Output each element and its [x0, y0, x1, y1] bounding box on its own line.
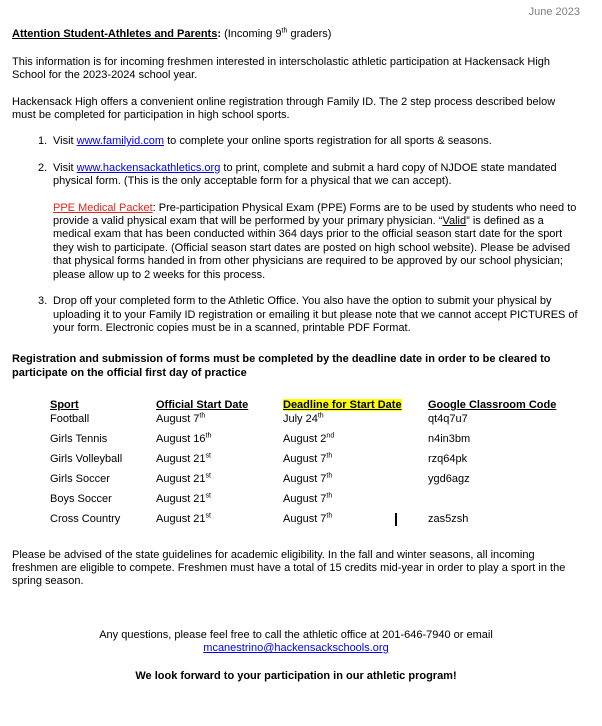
step-3-number: 3. [38, 295, 48, 308]
cell-classroom-code: zas5zsh [428, 513, 469, 526]
title-rest: (Incoming 9 [221, 28, 282, 41]
cell-sport: Cross Country [50, 513, 121, 526]
contact-line: Any questions, please feel free to call the athletic office at 201-646-7940 or email [99, 628, 493, 641]
cell-deadline: August 7th [283, 452, 333, 466]
title-rest-post: graders) [287, 28, 332, 41]
step-1-number: 1. [38, 135, 48, 148]
cell-sport: Boys Soccer [50, 493, 112, 506]
cell-deadline: August 7th [283, 492, 333, 506]
ppe-label: PPE Medical Packet [53, 201, 153, 214]
step-3-text: Drop off your completed form to the Athletic Office. You also have the option to submit your physical by uploading it to your Family ID registration or emailing it but please note that we cannot accept PICTURES of your form. Electronic copies must be in a scanned, printable PDF Format. [53, 295, 578, 334]
intro-paragraph-1: This information is for incoming freshmen interested in interscholastic athletic participation at Hackensack High School for the 2023-2024 school year. [12, 55, 551, 82]
cell-sport: Girls Tennis [50, 433, 108, 446]
header-sport: Sport [50, 399, 79, 412]
ppe-text-1: Pre-participation Physical Exam (PPE) Forms are to be used by students who need to provide a valid physical exam that will be performed by your primary physician. “ [53, 201, 577, 228]
cell-start-date: August 21st [156, 472, 211, 486]
registration-deadline-notice: Registration and submission of forms must be completed by the deadline date in order to be cleared to participate on the official first day of practice [12, 353, 551, 379]
header-google-classroom-code: Google Classroom Code [428, 399, 557, 412]
title-superscript: th [281, 27, 288, 35]
cell-classroom-code: qt4q7u7 [428, 413, 468, 426]
cell-start-date: August 16th [156, 432, 212, 446]
step-2-post: to print, complete and submit a hard copy of NJDOE state mandated physical form. (This is the only acceptable form for a physical that we can accept). [53, 161, 557, 188]
cell-sport: Girls Volleyball [50, 453, 123, 466]
step-item-2 [38, 162, 580, 189]
email-link[interactable]: mcanestrino@hackensackschools.org [203, 642, 389, 655]
hackensack-athletics-link[interactable]: www.hackensackathletics.org [76, 161, 221, 174]
step-item-1 [38, 135, 580, 148]
closing-statement: We look forward to your participation in our athletic program! [135, 669, 457, 682]
cell-deadline: July 24th [283, 412, 324, 426]
cell-start-date: August 7th [156, 412, 206, 426]
step-1-text [53, 135, 580, 148]
ppe-text-2: ” is defined as a medical exam that has been conducted within 364 days prior to the official season start date for the sport they wish to participate. (Official season start dates are posted on high school website). Please be advised that physical forms handed in from other physicians are required to be approved by our school physician; please allow up to 2 weeks for this process. [53, 215, 571, 281]
cell-start-date: August 21st [156, 452, 211, 466]
table-row [50, 513, 580, 526]
cell-start-date: August 21st [156, 492, 211, 506]
cell-classroom-code: n4in3bm [428, 433, 471, 446]
table-row [50, 493, 580, 506]
ppe-valid-term: Valid [442, 215, 467, 228]
cell-sport: Girls Soccer [50, 473, 110, 486]
cell-deadline: August 7th [283, 472, 333, 486]
step-2-number: 2. [38, 161, 48, 174]
cell-sport: Football [50, 413, 90, 426]
table-row [50, 473, 580, 486]
text-cursor[interactable] [395, 513, 397, 526]
numbered-steps [38, 135, 580, 335]
cell-classroom-code: rzq64pk [428, 453, 468, 466]
table-row [50, 433, 580, 446]
step-2-text [53, 162, 580, 189]
header-official-start-date: Official Start Date [156, 399, 249, 412]
title-emphasis: Attention Student-Athletes and Parents [12, 28, 218, 41]
contact-email-line [12, 642, 580, 655]
table-row [50, 453, 580, 466]
page-title [12, 28, 580, 41]
table-header-row [50, 399, 580, 412]
intro-paragraph-2: Hackensack High offers a convenient online registration through Family ID. The 2 step process described below must be completed for participation in high school sports. [12, 95, 556, 122]
step-1-pre: Visit [53, 135, 77, 148]
ppe-medical-packet-paragraph [53, 202, 580, 282]
cell-classroom-code [428, 493, 580, 506]
cell-deadline: August 7th [283, 513, 428, 526]
familyid-link[interactable]: www.familyid.com [76, 135, 165, 148]
ppe-colon: : [152, 201, 159, 214]
step-1-post: to complete your online sports registration for all sports & seasons. [164, 135, 492, 148]
sports-schedule-table [50, 399, 580, 526]
title-colon: : [217, 28, 222, 41]
step-item-3 [38, 295, 580, 335]
header-deadline-for-start-date: Deadline for Start Date [283, 399, 402, 412]
step-2-pre: Visit [53, 161, 77, 174]
document-date: June 2023 [528, 6, 580, 18]
table-row [50, 413, 580, 426]
cell-start-date: August 21st [156, 512, 211, 526]
cell-deadline: August 2nd [283, 432, 335, 446]
cell-classroom-code: ygd6agz [428, 473, 470, 486]
eligibility-paragraph: Please be advised of the state guidelines for academic eligibility. In the fall and winter seasons, all incoming freshmen are eligible to compete. Freshmen must have a total of 15 credits mid-year in order to play a sport in the spring season. [12, 548, 566, 588]
